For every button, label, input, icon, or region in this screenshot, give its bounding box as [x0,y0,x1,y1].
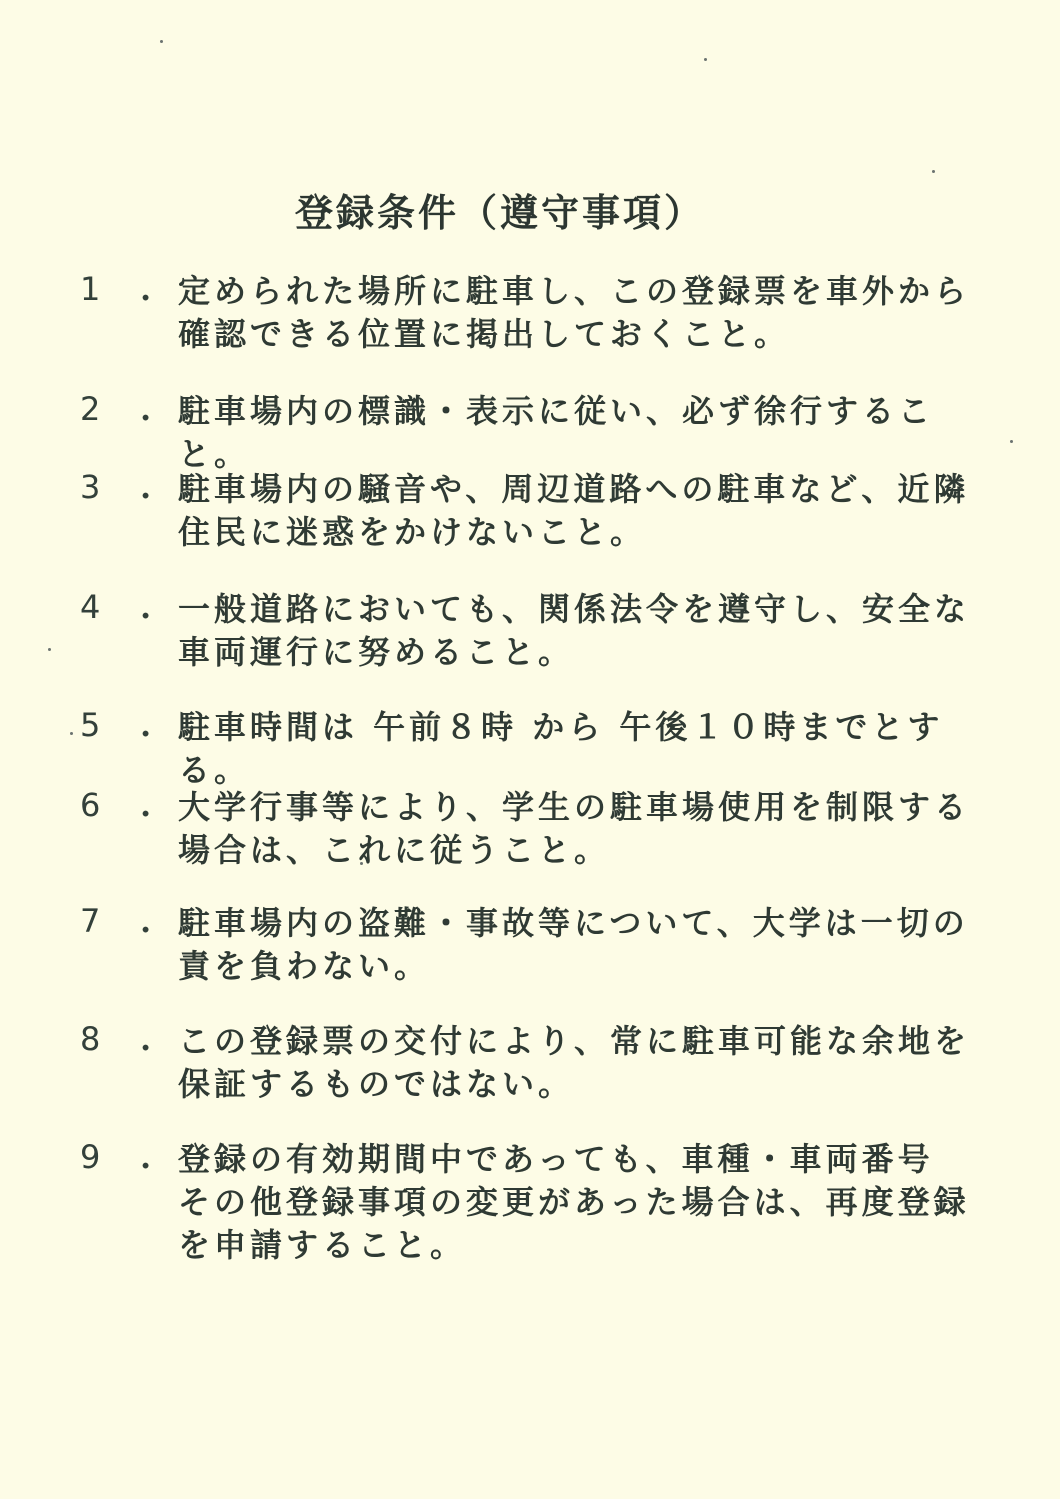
paper-speck [70,732,73,735]
rule-text: 大学行事等により、学生の駐車場使用を制限する 場合は、これに従うこと。 [178,788,971,869]
rule-text: 駐車場内の騒音や、周辺道路への駐車など、近隣 住民に迷惑をかけないこと。 [178,470,970,551]
rule-number: 5 [80,706,101,744]
rule-dot: . [140,270,152,308]
rule-text: 駐車場内の標識・表示に従い、必ず徐行すること。 [178,392,935,473]
rule-dot: . [140,588,152,626]
rule-number: 6 [80,786,101,824]
rule-number: 9 [80,1138,101,1176]
rule-number: 2 [80,390,101,428]
rule-text: 駐車時間は 午前８時 から 午後１０時までとする。 [178,708,944,789]
rule-text: 定められた場所に駐車し、この登録票を車外から 確認できる位置に掲出しておくこと。 [178,272,971,353]
paper-speck [48,648,51,651]
rule-text: 駐車場内の盗難・事故等について、大学は一切の 責を負わない。 [178,904,969,985]
rule-dot: . [140,902,152,940]
rule-dot: . [140,468,152,506]
rule-dot: . [140,1020,152,1058]
paper-speck [160,40,163,43]
rule-number: 1 [80,270,101,308]
paper-speck [932,170,935,173]
rule-dot: . [140,786,152,824]
rule-dot: . [140,1138,152,1176]
rule-text: この登録票の交付により、常に駐車可能な余地を 保証するものではない。 [178,1022,971,1103]
rule-number: 3 [80,468,101,506]
rule-number: 8 [80,1020,101,1058]
rule-dot: . [140,390,152,428]
rule-text: 一般道路においても、関係法令を遵守し、安全な 車両運行に努めること。 [178,590,971,671]
rule-dot: . [140,706,152,744]
rule-number: 4 [80,588,101,626]
paper-speck [704,58,707,61]
document-title: 登録条件（遵守事項） [294,190,705,235]
rule-text: 登録の有効期間中であっても、車種・車両番号 その他登録事項の変更があった場合は、再度登録 を申請すること。 [178,1140,970,1264]
rule-number: 7 [80,902,101,940]
paper-speck [1010,440,1013,443]
